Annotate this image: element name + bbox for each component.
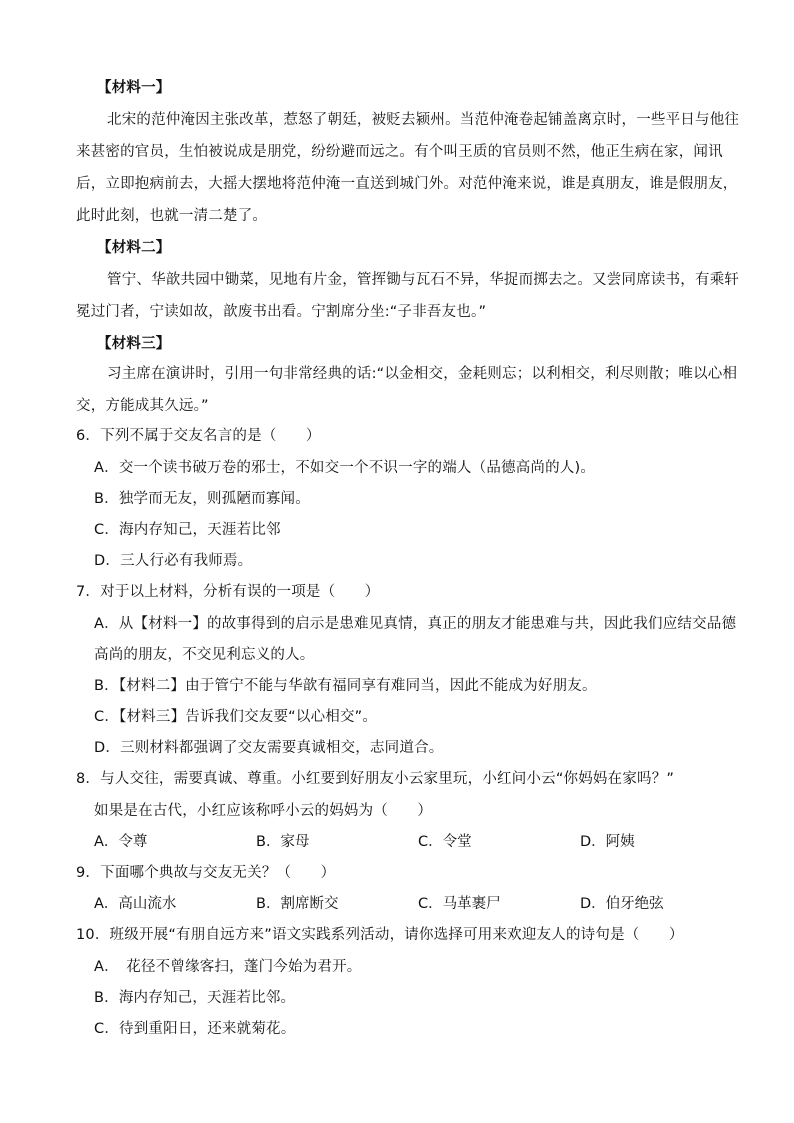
q9-stem: 9．下面哪个典故与交友无关？（ ） bbox=[76, 865, 336, 881]
q7-option-d: D．三则材料都强调了交友需要真诚相交，志同道合。 bbox=[94, 740, 444, 756]
q8-stem: 8．与人交往，需要真诚、尊重。小红要到好朋友小云家里玩，小红问小云“你妈妈在家吗？” bbox=[76, 771, 675, 787]
material1-line-1: 北宋的范仲淹因主张改革，惹怒了朝廷，被贬去颍州。当范仲淹卷起铺盖离京时，一些平日与他往 bbox=[107, 112, 740, 128]
q9-option-c: C．马革裹尸 bbox=[418, 896, 501, 912]
q8-option-b: B．家母 bbox=[256, 834, 310, 850]
q7-option-a-cont: 高尚的朋友，不交见利忘义的人。 bbox=[94, 647, 315, 663]
q6-option-c: C．海内存知己，天涯若比邻 bbox=[94, 522, 281, 538]
q10-stem: 10．班级开展“有朋自远方来”语文实践系列活动，请你选择可用来欢迎友人的诗句是（ ） bbox=[76, 927, 684, 943]
q9-option-d: D．伯牙绝弦 bbox=[580, 896, 664, 912]
q7-option-b: B．【材料二】由于管宁不能与华歆有福同享有难同当，因此不能成为好朋友。 bbox=[94, 678, 597, 694]
q10-option-a: A． 花径不曾缘客扫，蓬门今始为君开。 bbox=[94, 959, 362, 975]
q8-option-a: A．令尊 bbox=[94, 834, 148, 850]
material1-heading: 【材料一】 bbox=[97, 80, 171, 96]
q6-option-a: A．交一个读书破万卷的邪士，不如交一个不识一字的端人（品德高尚的人)。 bbox=[94, 460, 596, 476]
q8-option-c: C．令堂 bbox=[418, 834, 472, 850]
material3-line-2: 交，方能成其久远。” bbox=[76, 398, 209, 414]
q6-option-d: D．三人行必有我师焉。 bbox=[94, 553, 253, 569]
material1-line-2: 来甚密的官员，生怕被说成是朋党，纷纷避而远之。有个叫王质的官员则不然，他正生病在家，闻讯 bbox=[76, 144, 723, 160]
material2-line-1: 管宁、华歆共园中锄菜，见地有片金，管挥锄与瓦石不异，华捉而掷去之。又尝同席读书，有乘轩 bbox=[107, 272, 740, 288]
q10-option-b: B．海内存知己，天涯若比邻。 bbox=[94, 990, 296, 1006]
q9-option-b: B．割席断交 bbox=[256, 896, 339, 912]
material3-line-1: 习主席在演讲时，引用一句非常经典的话:“以金相交，金耗则忘；以利相交，利尽则散；唯以心相 bbox=[107, 366, 738, 382]
material2-heading: 【材料二】 bbox=[97, 240, 171, 256]
q7-option-c: C．【材料三】告诉我们交友要“以心相交”。 bbox=[94, 709, 378, 725]
q8-stem-cont: 如果是在古代，小红应该称呼小云的妈妈为（ ） bbox=[94, 803, 433, 819]
q6-option-b: B．独学而无友，则孤陋而寡闻。 bbox=[94, 491, 310, 507]
material1-line-4: 此时此刻，也就一清二楚了。 bbox=[76, 208, 268, 224]
q7-stem: 7．对于以上材料，分析有误的一项是（ ） bbox=[76, 584, 380, 600]
q10-option-c: C．待到重阳日，还来就菊花。 bbox=[94, 1021, 296, 1037]
q9-option-a: A．高山流水 bbox=[94, 896, 177, 912]
q6-stem: 6．下列不属于交友名言的是（ ） bbox=[76, 428, 321, 444]
q8-option-d: D．阿姨 bbox=[580, 834, 635, 850]
q7-option-a: A．从【材料一】的故事得到的启示是患难见真情，真正的朋友才能患难与共，因此我们应结交品德 bbox=[94, 616, 737, 632]
material1-line-3: 后，立即抱病前去，大摇大摆地将范仲淹一直送到城门外。对范仲淹来说，谁是真朋友，谁是假朋友， bbox=[76, 176, 738, 192]
material3-heading: 【材料三】 bbox=[97, 336, 171, 352]
material2-line-2: 冕过门者，宁读如故，歆废书出看。宁割席分坐:“子非吾友也。” bbox=[76, 304, 487, 320]
